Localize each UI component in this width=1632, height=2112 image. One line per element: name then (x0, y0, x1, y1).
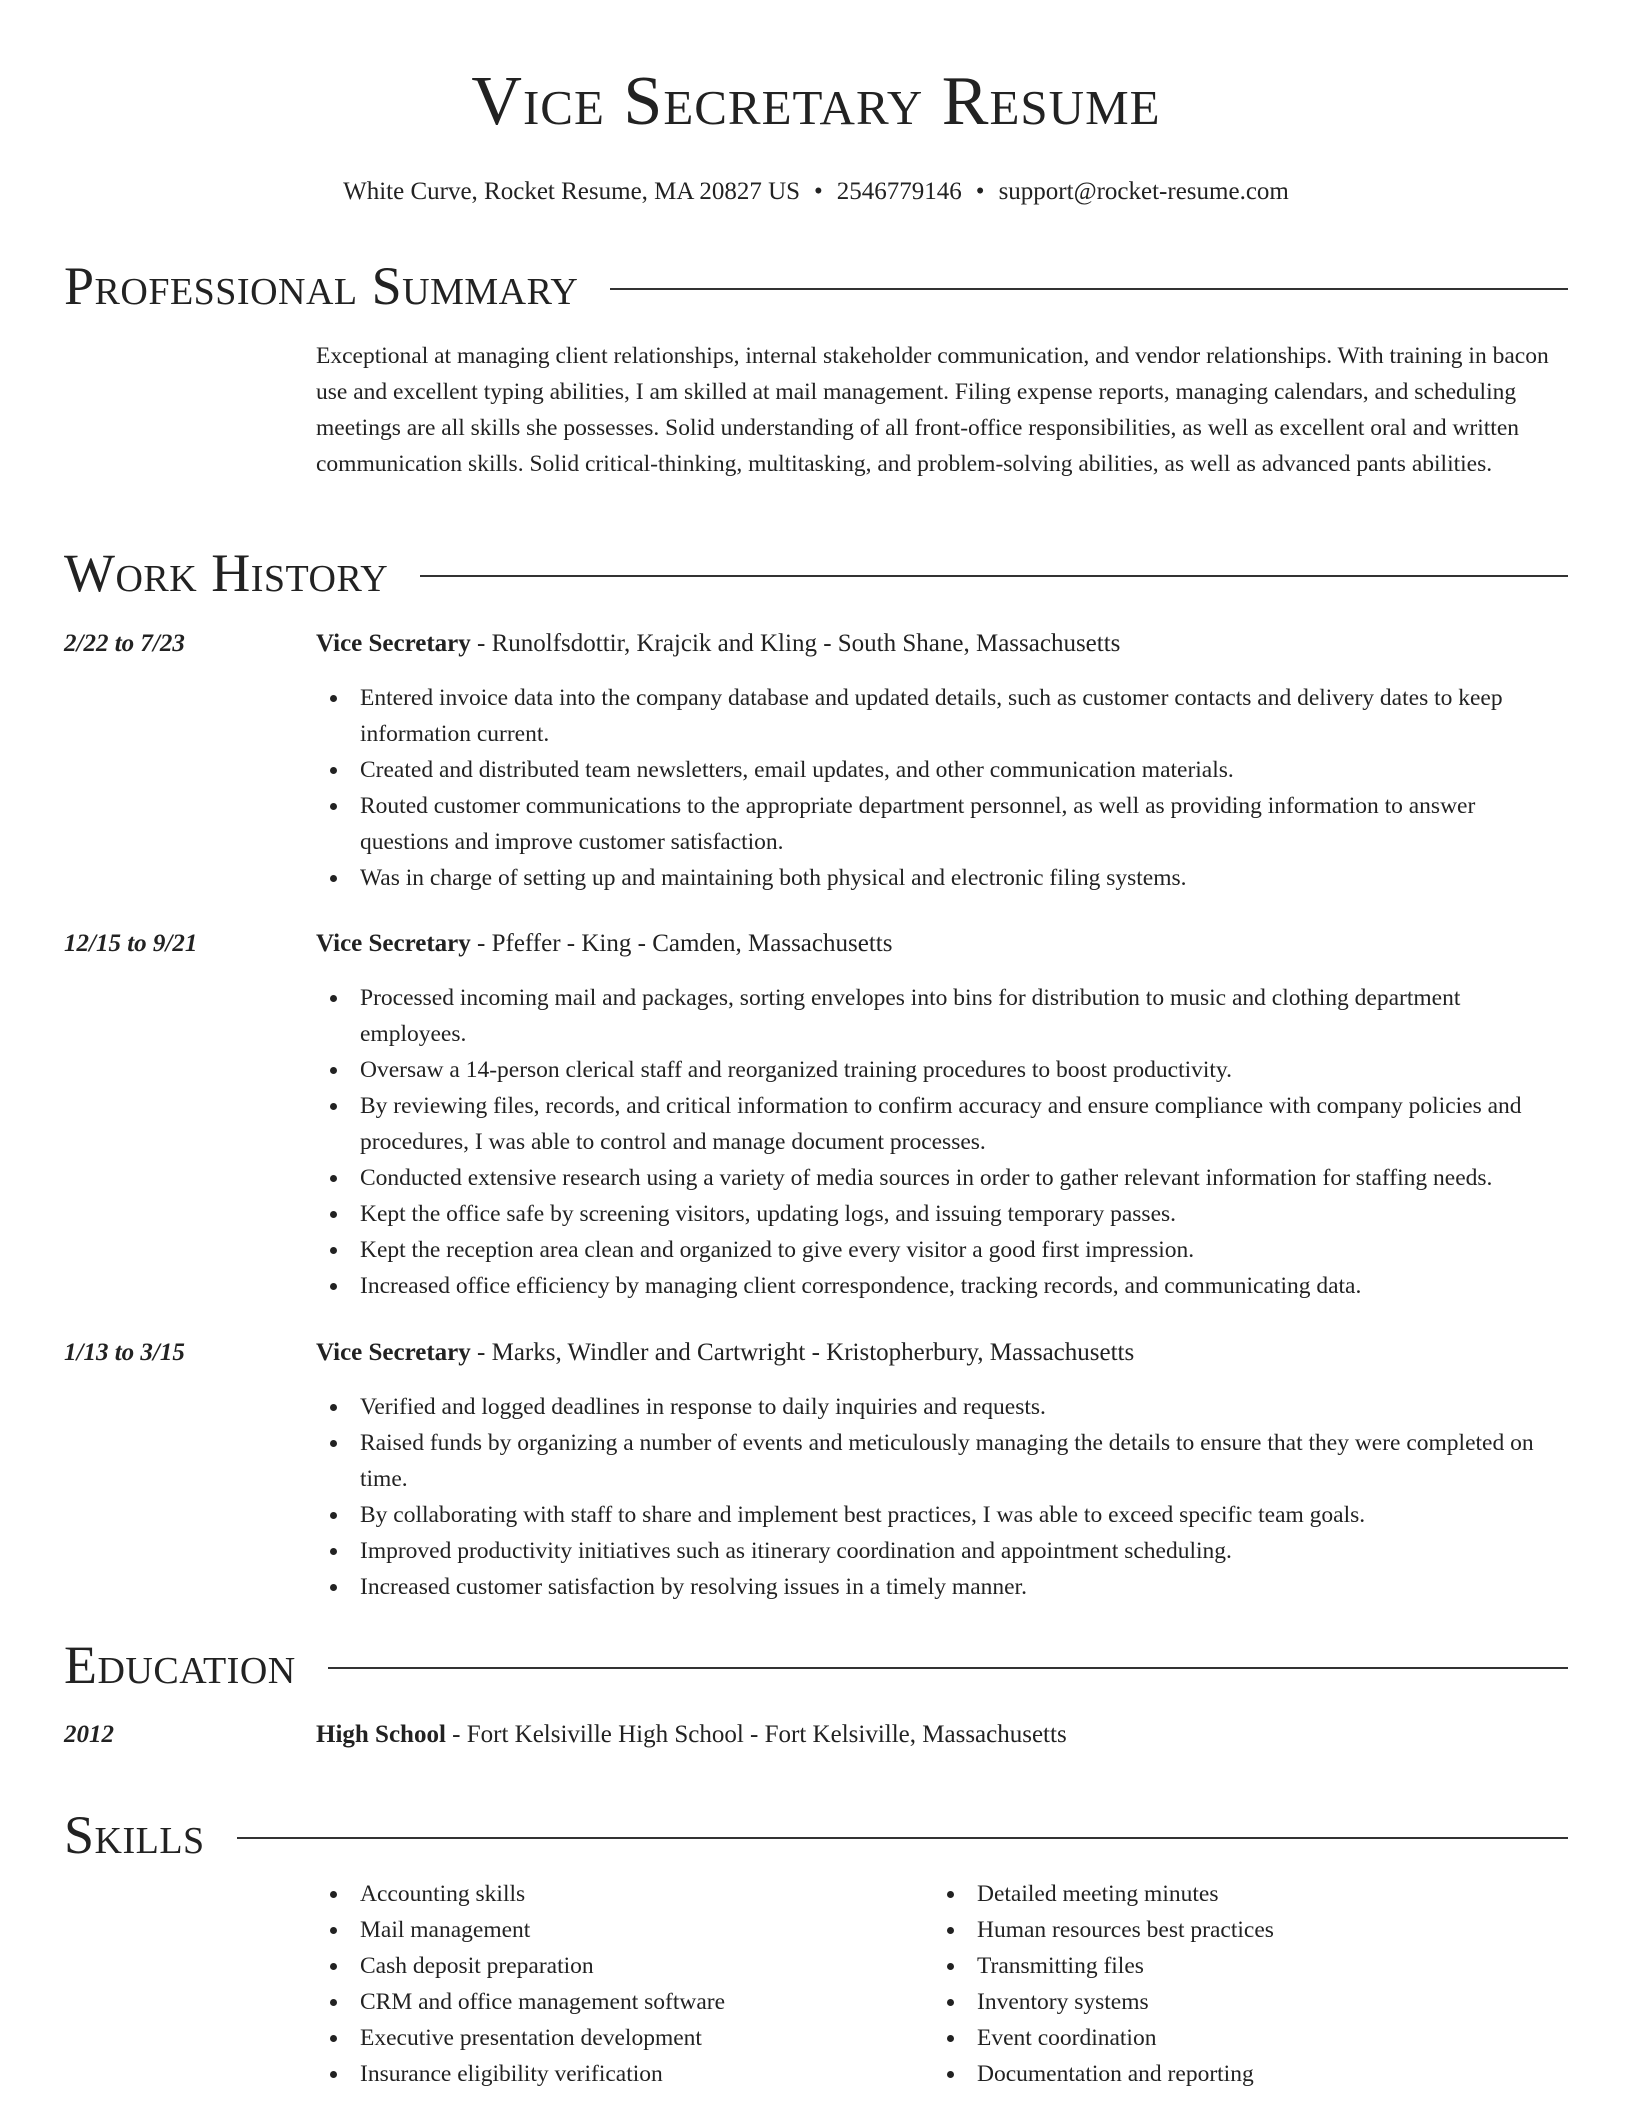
skill-text: Documentation and reporting (977, 2061, 1254, 2087)
bullet-icon (330, 1963, 337, 1970)
job-bullet (316, 1232, 1568, 1268)
job-entry (64, 1335, 1568, 1605)
skill-item (316, 2020, 933, 2056)
job-bullet (316, 1088, 1568, 1160)
section-divider (237, 1837, 1568, 1839)
contact-separator: • (814, 178, 823, 205)
job-title-line (316, 1335, 1134, 1371)
skill-item (933, 2020, 1550, 2056)
skill-text: Accounting skills (360, 1881, 526, 1907)
education-section-header (64, 1630, 1568, 1700)
bullet-icon (330, 1927, 337, 1934)
education-headline (64, 1717, 1568, 1753)
job-details: - Runolfsdottir, Krajcik and Kling - South Shane, Massachusetts (470, 630, 1121, 657)
skills-column-right (933, 1876, 1550, 2092)
job-headline (64, 626, 1568, 662)
job-bullet (316, 1160, 1568, 1196)
job-bullet-text: Kept the office safe by screening visitors, updating logs, and issuing temporary passes. (360, 1201, 1177, 1227)
job-dates: 1/13 to 3/15 (64, 1339, 185, 1366)
job-bullet-text: By reviewing files, records, and critical information to confirm accuracy and ensure compliance with company policies and procedures, I was able to control and manage document processes. (360, 1093, 1522, 1155)
bullet-icon (947, 2035, 954, 2042)
bullet-icon (330, 1999, 337, 2006)
skill-item (316, 1948, 933, 1984)
job-title-line (316, 626, 1120, 662)
job-bullet-text: Kept the reception area clean and organized to give every visitor a good first impression. (360, 1237, 1195, 1263)
skill-text: Human resources best practices (977, 1917, 1274, 1943)
bullet-icon (330, 1512, 337, 1519)
bullet-icon (330, 1211, 337, 1218)
job-title: Vice Secretary (316, 630, 471, 657)
job-bullet (316, 1497, 1568, 1533)
job-title-line (316, 926, 892, 962)
job-details: - Marks, Windler and Cartwright - Kristopherbury, Massachusetts (470, 1339, 1135, 1366)
section-divider (328, 1667, 1568, 1669)
job-bullet (316, 1052, 1568, 1088)
bullet-icon (330, 2035, 337, 2042)
job-bullet (316, 980, 1568, 1052)
job-headline (64, 926, 1568, 962)
skill-text: Event coordination (977, 2025, 1157, 2051)
education-details: - Fort Kelsiville High School - Fort Kelsiville, Massachusetts (445, 1721, 1067, 1748)
bullet-icon (947, 2071, 954, 2078)
job-bullet (316, 1425, 1568, 1497)
bullet-icon (330, 695, 337, 702)
bullet-icon (947, 1927, 954, 1934)
resume-title: Vice Secretary Resume (471, 63, 1161, 140)
bullet-icon (330, 767, 337, 774)
job-entry (64, 626, 1568, 896)
job-bullets (316, 680, 1568, 896)
job-bullet-text: Improved productivity initiatives such as itinerary coordination and appointment scheduling. (360, 1538, 1232, 1564)
job-bullet (316, 1569, 1568, 1605)
bullet-icon (330, 1548, 337, 1555)
job-title: Vice Secretary (316, 1339, 471, 1366)
job-bullet-text: Oversaw a 14-person clerical staff and reorganized training procedures to boost productivity. (360, 1057, 1233, 1083)
job-bullets (316, 980, 1568, 1304)
job-bullet-text: Verified and logged deadlines in response to daily inquiries and requests. (360, 1394, 1046, 1420)
job-bullet (316, 788, 1568, 860)
job-bullet (316, 860, 1568, 896)
skill-item (933, 2056, 1550, 2092)
job-bullets (316, 1389, 1568, 1605)
bullet-icon (330, 1584, 337, 1591)
skill-text: Detailed meeting minutes (977, 1881, 1219, 1907)
job-bullet (316, 752, 1568, 788)
job-bullet-text: Was in charge of setting up and maintaining both physical and electronic filing systems. (360, 865, 1187, 891)
summary-heading: Professional Summary (64, 256, 579, 316)
job-details: - Pfeffer - King - Camden, Massachusetts (470, 930, 893, 957)
contact-line (0, 174, 1632, 210)
skills-section-header (64, 1800, 1568, 1870)
contact-separator: • (975, 178, 985, 205)
skill-item (933, 1912, 1550, 1948)
skill-text: CRM and office management software (360, 1989, 726, 2015)
education-year: 2012 (64, 1721, 114, 1748)
job-dates: 12/15 to 9/21 (64, 930, 198, 957)
skill-item (316, 1984, 933, 2020)
job-bullet (316, 1389, 1568, 1425)
section-divider (420, 575, 1568, 577)
contact-address: White Curve, Rocket Resume, MA 20827 US (343, 178, 801, 205)
job-bullet-text: By collaborating with staff to share and implement best practices, I was able to exceed specific team goals. (360, 1502, 1366, 1528)
skill-text: Transmitting files (977, 1953, 1144, 1979)
education-heading: Education (64, 1635, 296, 1695)
job-bullet-text: Created and distributed team newsletters, email updates, and other communication materials. (360, 757, 1234, 783)
work-section-header (64, 538, 1568, 608)
job-dates: 2/22 to 7/23 (64, 630, 185, 657)
skills-column-left (316, 1876, 933, 2092)
skill-item (316, 1876, 933, 1912)
bullet-icon (330, 995, 337, 1002)
skill-item (933, 1948, 1550, 1984)
skill-text: Executive presentation development (360, 2025, 702, 2051)
bullet-icon (330, 2071, 337, 2078)
bullet-icon (947, 1999, 954, 2006)
bullet-icon (330, 875, 337, 882)
education-degree: High School (316, 1721, 446, 1748)
bullet-icon (330, 1283, 337, 1290)
skill-text: Mail management (360, 1917, 531, 1943)
skill-item (933, 1984, 1550, 2020)
bullet-icon (330, 1103, 337, 1110)
job-bullet-text: Increased office efficiency by managing client correspondence, tracking records, and communicating data. (360, 1273, 1362, 1299)
bullet-icon (330, 1440, 337, 1447)
bullet-icon (330, 1175, 337, 1182)
skill-text: Insurance eligibility verification (360, 2061, 663, 2087)
skill-item (316, 2056, 933, 2092)
skill-item (316, 1912, 933, 1948)
job-bullet-text: Routed customer communications to the appropriate department personnel, as well as providing information to answer questions and improve customer satisfaction. (360, 793, 1476, 855)
summary-text: Exceptional at managing client relationships, internal stakeholder communication, and vendor relationships. With training in bacon use and excellent typing abilities, I am skilled at mail management. Filing expense reports, managing calendars, and scheduling meetings are all skills she possesses. Solid understanding of all front-office responsibilities, as well as excellent oral and written communication skills. Solid critical-thinking, multitasking, and problem-solving abilities, as well as advanced pants abilities. (316, 343, 1549, 477)
job-title: Vice Secretary (316, 930, 471, 957)
job-bullet (316, 1196, 1568, 1232)
skill-item (933, 1876, 1550, 1912)
bullet-icon (330, 1067, 337, 1074)
bullet-icon (330, 1247, 337, 1254)
job-bullet-text: Conducted extensive research using a variety of media sources in order to gather relevant information for staffing needs. (360, 1165, 1493, 1191)
skill-text: Cash deposit preparation (360, 1953, 594, 1979)
job-bullet (316, 1533, 1568, 1569)
skills-heading: Skills (64, 1805, 205, 1865)
education-title-line (316, 1717, 1067, 1753)
education-entry (64, 1717, 1568, 1753)
summary-section-header (64, 251, 1568, 321)
contact-email: support@rocket-resume.com (998, 178, 1289, 205)
bullet-icon (330, 803, 337, 810)
job-bullet-text: Entered invoice data into the company database and updated details, such as customer contacts and delivery dates to keep information current. (360, 685, 1503, 747)
job-bullet (316, 680, 1568, 752)
job-bullet-text: Processed incoming mail and packages, sorting envelopes into bins for distribution to music and clothing department employees. (360, 985, 1461, 1047)
job-headline (64, 1335, 1568, 1371)
work-heading: Work History (64, 543, 389, 603)
bullet-icon (947, 1891, 954, 1898)
bullet-icon (330, 1404, 337, 1411)
bullet-icon (947, 1963, 954, 1970)
job-entry (64, 926, 1568, 1304)
bullet-icon (330, 1891, 337, 1898)
section-divider (610, 288, 1568, 290)
contact-phone: 2546779146 (836, 178, 962, 205)
job-bullet-text: Raised funds by organizing a number of events and meticulously managing the details to ensure that they were completed on time. (360, 1430, 1534, 1492)
skills-list (316, 1876, 1568, 2092)
skill-text: Inventory systems (977, 1989, 1149, 2015)
job-bullet-text: Increased customer satisfaction by resolving issues in a timely manner. (360, 1574, 1027, 1600)
job-bullet (316, 1268, 1568, 1304)
